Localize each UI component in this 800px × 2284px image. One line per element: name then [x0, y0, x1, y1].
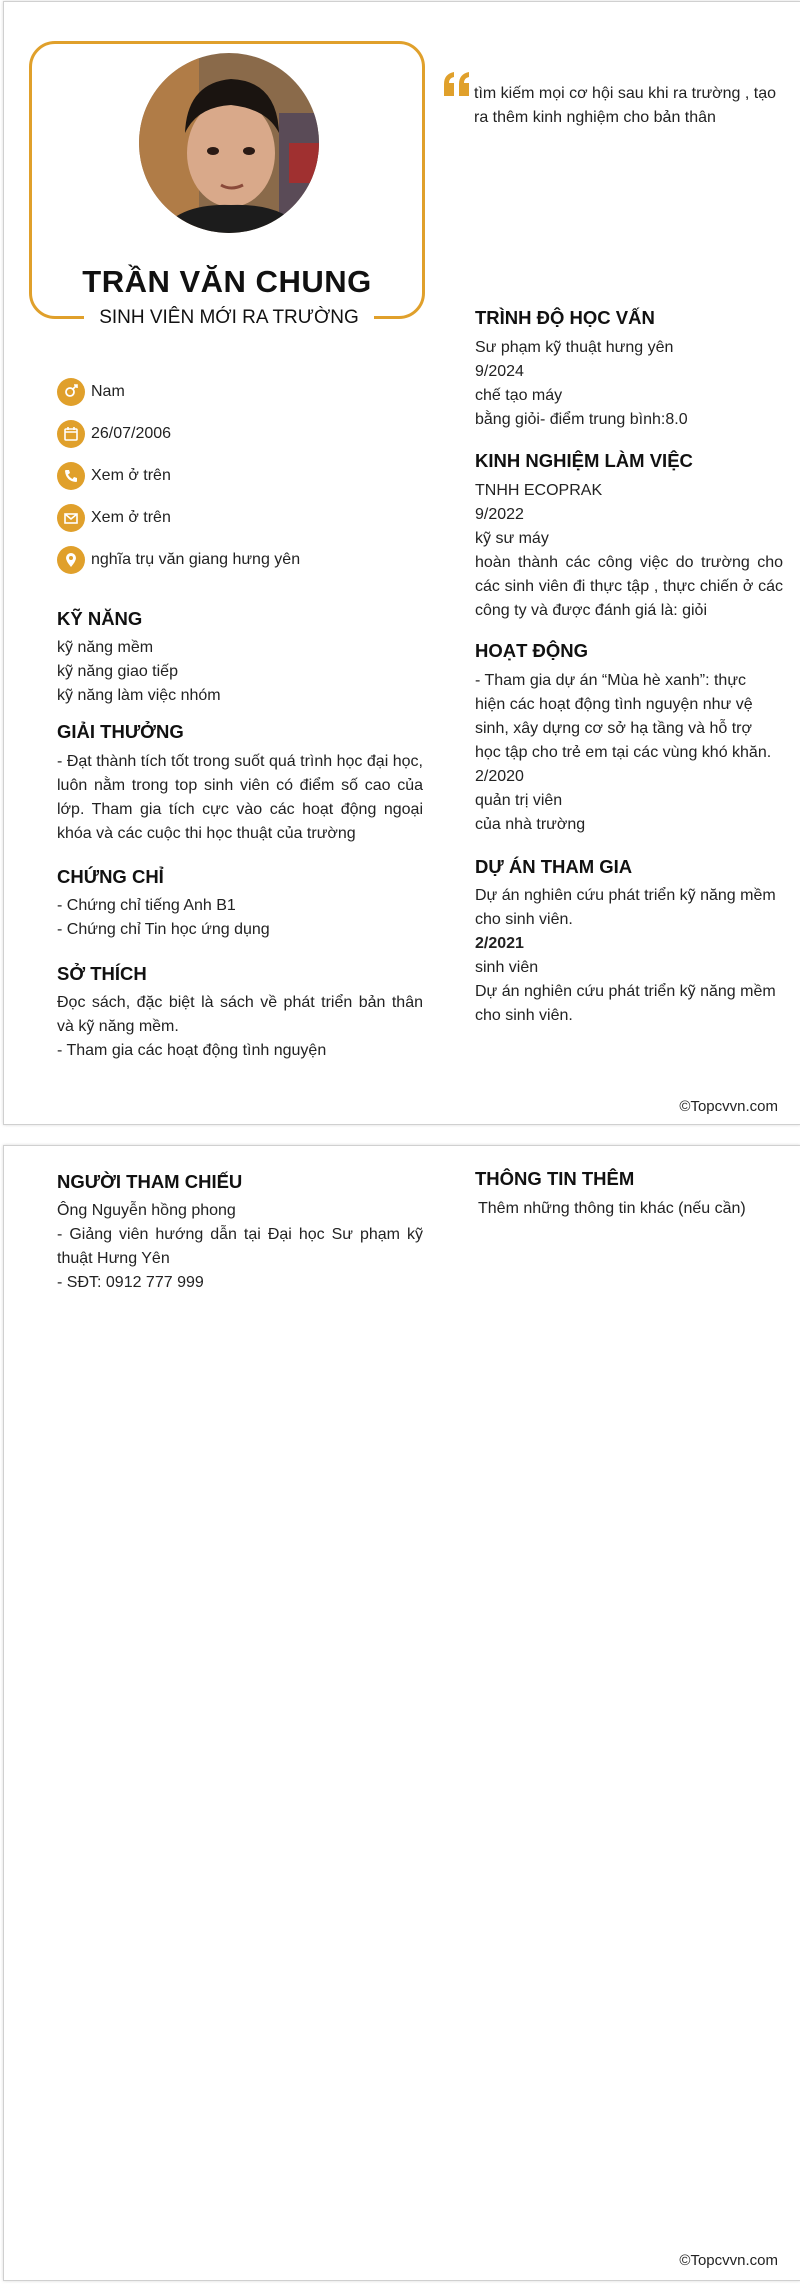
certificate-item: - Chứng chỉ Tin học ứng dụng	[57, 921, 270, 938]
address-value: nghĩa trụ văn giang hưng yên	[91, 551, 301, 568]
footer-copyright: ©Topcvvn.com	[679, 1098, 778, 1115]
education-title: TRÌNH ĐỘ HỌC VẤN	[475, 307, 655, 328]
skill-item: kỹ năng mềm	[57, 639, 154, 656]
awards-title: GIẢI THƯỞNG	[57, 721, 184, 742]
contact-dob	[57, 419, 171, 449]
candidate-name: TRẦN VĂN CHUNG	[82, 264, 372, 299]
certificates-title: CHỨNG CHỈ	[57, 866, 164, 887]
additional-info-text: Thêm những thông tin khác (nếu cần)	[478, 1200, 746, 1217]
projects-details	[475, 884, 783, 1028]
experience-company: TNHH ECOPRAK	[475, 482, 603, 499]
avatar	[139, 53, 319, 233]
career-objective: tìm kiếm mọi cơ hội sau khi ra trường , tạo ra thêm kinh nghiệm cho bản thân	[474, 85, 777, 126]
activities-details	[475, 669, 775, 837]
additional-info-title: THÔNG TIN THÊM	[475, 1168, 635, 1189]
education-major: chế tạo máy	[475, 387, 563, 404]
activity-role: quản trị viên	[475, 792, 563, 809]
skills-list	[57, 636, 427, 708]
references-details	[57, 1199, 423, 1295]
references-title: NGƯỜI THAM CHIẾU	[57, 1171, 243, 1192]
hobbies-text	[57, 991, 423, 1063]
footer-copyright: ©Topcvvn.com	[679, 2252, 778, 2269]
activities-title: HOẠT ĐỘNG	[475, 640, 589, 661]
certificates-list	[57, 894, 423, 942]
gender-value: Nam	[91, 383, 125, 400]
activity-org: của nhà trường	[475, 816, 586, 833]
project-date: 2/2021	[475, 935, 524, 952]
reference-role: - Giảng viên hướng dẫn tại Đại học Sư phạm kỹ thuật Hưng Yên	[57, 1226, 423, 1267]
education-details	[475, 336, 783, 432]
activity-description: - Tham gia dự án “Mùa hè xanh”: thực hiện các hoạt động tình nguyện như vệ sinh, xây dựng cơ sở hạ tầng và hỗ trợ học tập cho trẻ em tại các vùng khó khăn.	[475, 672, 772, 761]
experience-details	[475, 479, 783, 623]
projects-title: DỰ ÁN THAM GIA	[475, 856, 633, 877]
reference-name: Ông Nguyễn hồng phong	[57, 1202, 236, 1219]
experience-date: 9/2022	[475, 506, 524, 523]
certificate-item: - Chứng chỉ tiếng Anh B1	[57, 897, 236, 914]
cv-page-1	[3, 1, 800, 1125]
education-date: 9/2024	[475, 363, 524, 380]
project-description: Dự án nghiên cứu phát triển kỹ năng mềm cho sinh viên.	[475, 983, 776, 1024]
dob-value: 26/07/2006	[91, 425, 172, 442]
skill-item: kỹ năng làm việc nhóm	[57, 687, 221, 704]
education-grade: bằng giỏi- điểm trung bình:8.0	[475, 411, 688, 428]
skills-title: KỸ NĂNG	[57, 608, 143, 629]
gender-icon	[57, 378, 85, 406]
calendar-icon	[57, 420, 85, 448]
contact-address	[57, 545, 300, 575]
contact-phone	[57, 461, 171, 491]
education-school: Sư phạm kỹ thuật hưng yên	[475, 339, 674, 356]
experience-position: kỹ sư máy	[475, 530, 549, 547]
email-icon	[57, 504, 85, 532]
reference-phone: - SĐT: 0912 777 999	[57, 1274, 204, 1291]
cv-page-2	[3, 1145, 800, 2281]
hobby-description: Đọc sách, đặc biệt là sách về phát triển bản thân và kỹ năng mềm.	[57, 994, 423, 1035]
activity-date: 2/2020	[475, 768, 524, 785]
awards-text: - Đạt thành tích tốt trong suốt quá trình học đại học, luôn nằm trong top sinh viên có điểm số cao của lớp. Tham gia tích cực vào các hoạt động ngoại khóa và các cuộc thi học thuật của trường	[57, 753, 423, 842]
quote-icon	[442, 70, 472, 98]
hobby-extra: - Tham gia các hoạt động tình nguyện	[57, 1042, 327, 1059]
location-icon	[57, 546, 85, 574]
contact-email	[57, 503, 171, 533]
experience-description: hoàn thành các công việc do trường cho các sinh viên đi thực tập , thực chiến ở các công ty và được đánh giá là: giỏi	[475, 554, 783, 619]
hobbies-title: SỞ THÍCH	[57, 963, 147, 984]
phone-icon	[57, 462, 85, 490]
candidate-title: SINH VIÊN MỚI RA TRƯỜNG	[84, 304, 374, 332]
contact-gender	[57, 377, 125, 407]
project-role: sinh viên	[475, 959, 539, 976]
project-name: Dự án nghiên cứu phát triển kỹ năng mềm cho sinh viên.	[475, 887, 776, 928]
email-value: Xem ở trên	[91, 509, 171, 526]
phone-value: Xem ở trên	[91, 467, 171, 484]
skill-item: kỹ năng giao tiếp	[57, 663, 178, 680]
experience-title: KINH NGHIỆM LÀM VIỆC	[475, 450, 693, 471]
